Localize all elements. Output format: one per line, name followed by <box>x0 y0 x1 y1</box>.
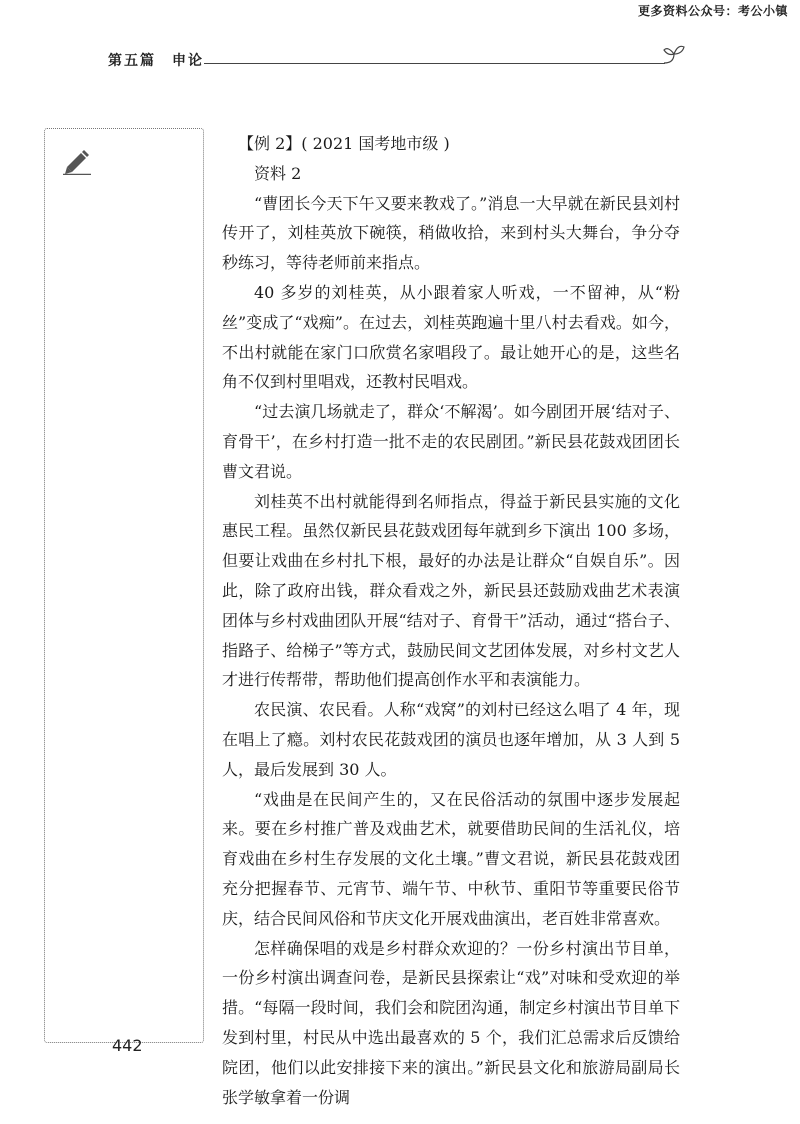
paragraph: 怎样确保唱的戏是乡村群众欢迎的？一份乡村演出节目单，一份乡村演出调查问卷，是新民县探索让“戏”对味和受欢迎的举措。“每隔一段时间，我们会和院团沟通，制定乡村演出节目单下发到村里，村民从中选出最喜欢的 5 个，我们汇总需求后反馈给院团，他们以此安排接下来的演出。”新民县文化和旅游局副局长张学敏拿着一份调 <box>222 938 680 1107</box>
watermark: 更多资料公众号：考公小镇 <box>637 4 788 18</box>
paragraph: “过去演几场就走了，群众‘不解渴’。如今剧团开展‘结对子、育骨干’，在乡村打造一批不走的农民剧团。”新民县花鼓戏团团长曹文君说。 <box>222 402 680 481</box>
notes-sidebar <box>44 128 204 1043</box>
example-title: 【例 2】( 2021 国考地市级 ) <box>238 134 450 153</box>
page-number: 442 <box>112 1036 143 1055</box>
paragraph: “戏曲是在民间产生的，又在民俗活动的氛围中逐步发展起来。要在乡村推广普及戏曲艺术，就要借助民间的生活礼仪，培育戏曲在乡村生存发展的文化土壤。”曹文君说，新民县花鼓戏团充分把握春节、元宵节、端午节、中秋节、重阳节等重要民俗节庆，结合民间风俗和节庆文化开展戏曲演出，老百姓非常喜欢。 <box>222 789 680 928</box>
section-title: 第五篇 申论 <box>108 53 204 69</box>
paragraph: 40 多岁的刘桂英，从小跟着家人听戏，一不留神，从“粉丝”变成了“戏痴”。在过去，刘桂英跑遍十里八村去看戏。如今，不出村就能在家门口欣赏名家唱段了。最让她开心的是，这些名角不仅到村里唱戏，还教村民唱戏。 <box>222 282 680 392</box>
pen-icon <box>61 147 95 175</box>
article-body <box>222 129 680 1112</box>
material-label: 资料 2 <box>254 163 302 183</box>
sprout-icon <box>660 42 688 70</box>
page-header <box>108 50 800 80</box>
paragraph: “曹团长今天下午又要来教戏了。”消息一大早就在新民县刘村传开了，刘桂英放下碗筷，稍做收拾，来到村头大舞台，争分夺秒练习，等待老师前来指点。 <box>222 193 680 273</box>
header-rule <box>204 63 665 64</box>
paragraph: 刘桂英不出村就能得到名师指点，得益于新民县实施的文化惠民工程。虽然仅新民县花鼓戏团每年就到乡下演出 100 多场，但要让戏曲在乡村扎下根，最好的办法是让群众“自娱自乐”。因此，除了政府出钱，群众看戏之外，新民县还鼓励戏曲艺术表演团体与乡村戏曲团队开展“结对子、育骨干”活动，通过“搭台子、指路子、给梯子”等方式，鼓励民间文艺团体发展，对乡村文艺人才进行传帮带，帮助他们提高创作水平和表演能力。 <box>222 491 680 690</box>
paragraph: 农民演、农民看。人称“戏窝”的刘村已经这么唱了 4 年，现在唱上了瘾。刘村农民花鼓戏团的演员也逐年增加，从 3 人到 5 人，最后发展到 30 人。 <box>222 700 680 779</box>
